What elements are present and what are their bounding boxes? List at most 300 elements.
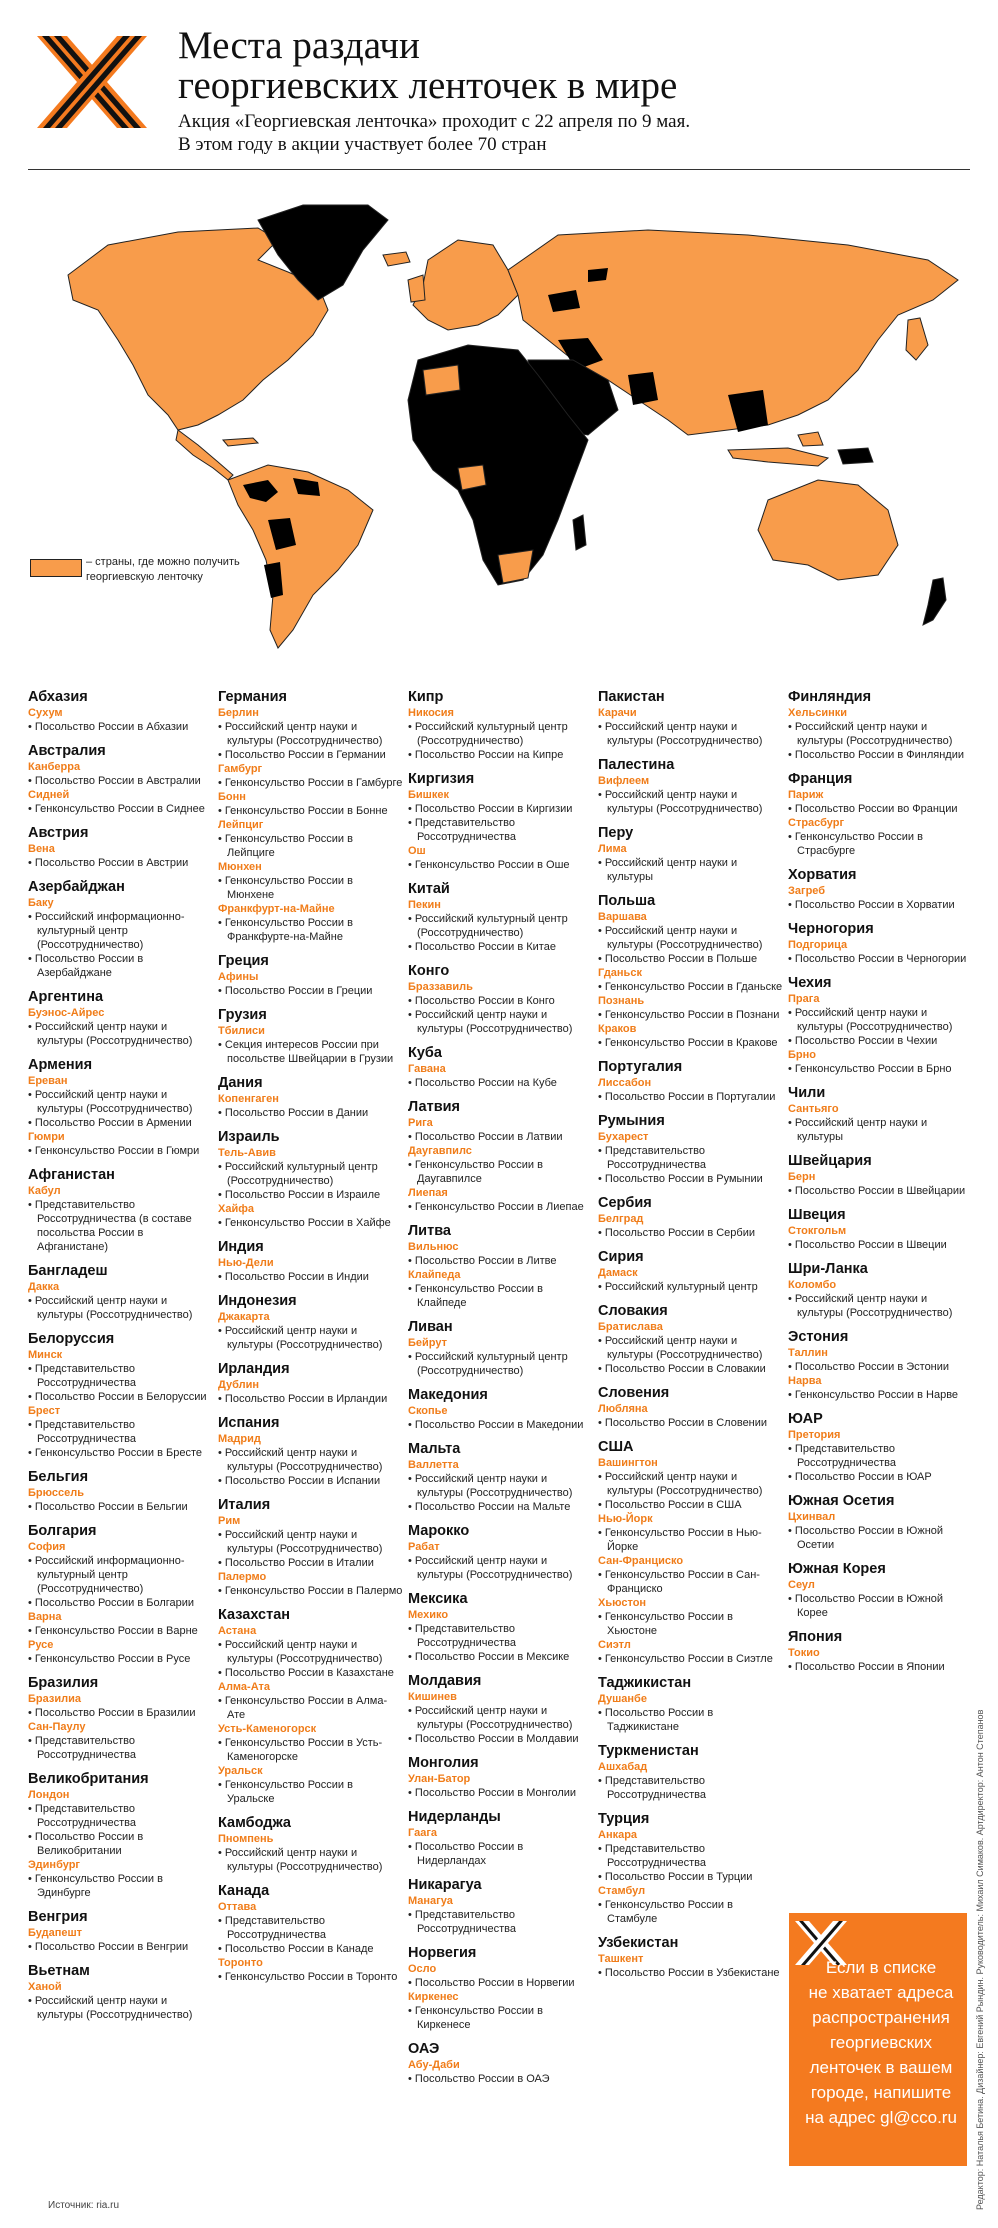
- office-item: • Российский центр науки и культуры (Россотрудничество): [28, 1020, 213, 1048]
- office-item: • Генконсульство России в Бонне: [218, 804, 403, 818]
- office-item: • Представительство Россотрудничества: [28, 1362, 213, 1390]
- office-item: • Посольство России во Франции: [788, 802, 973, 816]
- city-name: Пномпень: [218, 1833, 274, 1845]
- office-item: • Посольство России в Узбекистане: [598, 1966, 783, 1980]
- city-name: Кишинев: [408, 1691, 457, 1703]
- office-item: • Генконсульство России в Мюнхене: [218, 874, 403, 902]
- country-entry: [598, 1438, 783, 1666]
- country-name: Австралия: [28, 743, 106, 759]
- georgian-ribbon-logo-icon: [32, 28, 152, 138]
- map-legend: [30, 555, 330, 595]
- city-name: Валлетта: [408, 1459, 459, 1471]
- office-item: • Посольство России на Мальте: [408, 1500, 593, 1514]
- office-item: • Представительство Россотрудничества (в составе посольства России в Афганистане): [28, 1198, 213, 1254]
- country-name: Азербайджан: [28, 879, 125, 895]
- office-item: • Российский культурный центр (Россотрудничество): [408, 1350, 593, 1378]
- country-name: Италия: [218, 1497, 271, 1513]
- office-item: • Генконсульство России в Сан-Франциско: [598, 1568, 783, 1596]
- country-entry: [218, 688, 403, 944]
- city-name: Афины: [218, 971, 259, 983]
- city-name: Рига: [408, 1117, 433, 1129]
- city-name: Минск: [28, 1349, 63, 1361]
- country-name: Болгария: [28, 1523, 97, 1539]
- city-name: Уральск: [218, 1765, 263, 1777]
- city-name: Улан-Батор: [408, 1773, 471, 1785]
- city-name: Канберра: [28, 761, 81, 773]
- office-item: • Посольство России в Словении: [598, 1416, 783, 1430]
- office-item: • Посольство России в Румынии: [598, 1172, 783, 1186]
- office-item: • Генконсульство России в Палермо: [218, 1584, 403, 1598]
- office-item: • Генконсульство России в Варне: [28, 1624, 213, 1638]
- office-item: • Генконсульство России в Гамбурге: [218, 776, 403, 790]
- country-entry: [788, 1410, 973, 1484]
- new-zealand: [923, 578, 946, 625]
- country-entry: [598, 1194, 783, 1240]
- city-name: Эдинбург: [28, 1859, 80, 1871]
- city-name: Вашингтон: [598, 1457, 658, 1469]
- country-name: Сирия: [598, 1249, 644, 1265]
- office-item: • Посольство России в Таджикистане: [598, 1706, 783, 1734]
- country-name: Турция: [598, 1811, 650, 1827]
- city-name: Ташкент: [598, 1953, 644, 1965]
- country-entry: [218, 1606, 403, 1806]
- city-name: Ханой: [28, 1981, 62, 1993]
- country-name: США: [598, 1439, 634, 1455]
- country-entry: [598, 1302, 783, 1376]
- country-entry: [28, 824, 213, 870]
- country-name: Словения: [598, 1385, 670, 1401]
- country-entry: [408, 1222, 593, 1310]
- country-entry: [408, 688, 593, 762]
- header: [28, 18, 978, 173]
- country-entry: [598, 1058, 783, 1104]
- country-name: Мексика: [408, 1591, 468, 1607]
- city-name: Дублин: [218, 1379, 260, 1391]
- country-name: Никарагуа: [408, 1877, 482, 1893]
- city-name: Торонто: [218, 1957, 263, 1969]
- city-name: Познань: [598, 995, 645, 1007]
- subtitle-line-1: Акция «Георгиевская ленточка» проходит с 22 апреля по 9 мая.: [178, 111, 691, 132]
- country-entry: [408, 1522, 593, 1582]
- country-name: Кипр: [408, 689, 444, 705]
- city-name: Бразилиа: [28, 1693, 81, 1705]
- office-item: • Секция интересов России при посольстве Швейцарии в Грузии: [218, 1038, 403, 1066]
- country-entry: [598, 1742, 783, 1802]
- city-name: Белград: [598, 1213, 644, 1225]
- office-item: • Российский центр науки и культуры (Россотрудничество): [218, 1324, 403, 1352]
- office-item: • Российский центр науки и культуры (Россотрудничество): [788, 1006, 973, 1034]
- city-name: Братислава: [598, 1321, 663, 1333]
- country-name: Индонезия: [218, 1293, 297, 1309]
- country-column: [788, 688, 973, 1682]
- city-name: Варна: [28, 1611, 62, 1623]
- callout-line: городе, напишите: [810, 2083, 952, 2102]
- office-item: • Генконсульство России в Торонто: [218, 1970, 403, 1984]
- office-item: • Посольство России в Южной Осетии: [788, 1524, 973, 1552]
- office-item: • Генконсульство России в Сиднее: [28, 802, 213, 816]
- city-name: Манагуа: [408, 1895, 453, 1907]
- office-item: • Российский центр науки и культуры (Россотрудничество): [408, 1472, 593, 1500]
- country-entry: [598, 1384, 783, 1430]
- country-entry: [218, 1074, 403, 1120]
- office-item: • Посольство России в Литве: [408, 1254, 593, 1268]
- country-name: Македония: [408, 1387, 488, 1403]
- city-name: Токио: [788, 1647, 820, 1659]
- country-name: Румыния: [598, 1113, 665, 1129]
- country-name: Индия: [218, 1239, 264, 1255]
- country-name: Испания: [218, 1415, 280, 1431]
- country-name: Норвегия: [408, 1945, 477, 1961]
- city-name: Париж: [788, 789, 824, 801]
- city-name: Загреб: [788, 885, 826, 897]
- country-entry: [28, 1962, 213, 2022]
- city-name: Киркенес: [408, 1991, 459, 2003]
- country-entry: [28, 878, 213, 980]
- office-item: • Посольство России в Индии: [218, 1270, 403, 1284]
- iceland-uk: [383, 252, 425, 302]
- city-name: Сантьяго: [788, 1103, 839, 1115]
- office-item: • Посольство России в Нидерландах: [408, 1840, 593, 1868]
- country-name: Бангладеш: [28, 1263, 108, 1279]
- city-name: Рим: [218, 1515, 241, 1527]
- office-item: • Генконсульство России в Алма-Ате: [218, 1694, 403, 1722]
- country-column: [408, 688, 593, 2094]
- country-entry: [408, 1876, 593, 1936]
- office-item: • Генконсульство России в Бресте: [28, 1446, 213, 1460]
- city-name: Брно: [788, 1049, 816, 1061]
- office-item: • Посольство России в Великобритании: [28, 1830, 213, 1858]
- callout-line: не хватает адреса: [808, 1983, 954, 2002]
- country-name: Мальта: [408, 1441, 461, 1457]
- city-name: Тель-Авив: [218, 1147, 276, 1159]
- country-column: [28, 688, 213, 2030]
- country-entry: [788, 1628, 973, 1674]
- country-entry: [408, 1440, 593, 1514]
- office-item: • Российский центр науки и культуры (Россотрудничество): [218, 1446, 403, 1474]
- legend-swatch: [30, 559, 82, 577]
- country-name: Армения: [28, 1057, 93, 1073]
- city-name: Лиссабон: [598, 1077, 652, 1089]
- office-item: • Посольство России в Австрии: [28, 856, 213, 870]
- office-item: • Посольство России в Болгарии: [28, 1596, 213, 1610]
- country-name: Франция: [788, 771, 853, 787]
- country-name: Португалия: [598, 1059, 683, 1075]
- credits: Редактор: Наталья Бетина. Дизайнер: Евгений Рындин. Руководитель: Михаил Симаков. Артдиректор: Антон Степанов: [975, 1709, 985, 2210]
- country-entry: [408, 1386, 593, 1432]
- office-item: • Генконсульство России в Хайфе: [218, 1216, 403, 1230]
- country-entry: [408, 1944, 593, 2032]
- city-name: Абу-Даби: [408, 2059, 460, 2071]
- city-name: Будапешт: [28, 1927, 83, 1939]
- city-name: Таллин: [788, 1347, 828, 1359]
- country-column: [598, 688, 783, 1988]
- country-entry: [218, 952, 403, 998]
- header-divider: [28, 169, 970, 170]
- city-name: Вифлеем: [598, 775, 650, 787]
- office-item: • Российский центр науки и культуры (Россотрудничество): [598, 720, 783, 748]
- office-item: • Посольство России в Киргизии: [408, 802, 593, 816]
- country-name: Бразилия: [28, 1675, 99, 1691]
- country-entry: [598, 1674, 783, 1734]
- callout-line: на адрес gl@cco.ru: [805, 2108, 957, 2127]
- country-entry: [218, 1882, 403, 1984]
- city-name: Браззавиль: [408, 981, 473, 993]
- city-name: Сидней: [28, 789, 70, 801]
- country-entry: [28, 1522, 213, 1666]
- callout-line: Если в списке: [825, 1958, 937, 1977]
- country-entry: [28, 1468, 213, 1514]
- country-name: Хорватия: [788, 867, 857, 883]
- office-item: • Посольство России в Германии: [218, 748, 403, 762]
- city-name: Мехико: [408, 1609, 449, 1621]
- central-america: [176, 430, 233, 480]
- country-name: Латвия: [408, 1099, 460, 1115]
- city-name: Хьюстон: [598, 1597, 647, 1609]
- city-name: Кабул: [28, 1185, 61, 1197]
- office-item: • Посольство России в Турции: [598, 1870, 783, 1884]
- office-item: • Генконсульство России в Русе: [28, 1652, 213, 1666]
- city-name: Нью-Йорк: [598, 1513, 653, 1525]
- country-name: Монголия: [408, 1755, 479, 1771]
- country-entry: [28, 1262, 213, 1322]
- office-item: • Посольство России в Японии: [788, 1660, 973, 1674]
- country-name: Словакия: [598, 1303, 668, 1319]
- country-entry: [598, 892, 783, 1050]
- page-subtitle: [178, 110, 978, 156]
- office-item: • Российский центр науки и культуры (Россотрудничество): [598, 1334, 783, 1362]
- city-name: Бишкек: [408, 789, 449, 801]
- country-entry: [788, 1492, 973, 1552]
- office-item: • Генконсульство России в Лейпциге: [218, 832, 403, 860]
- city-name: Стокгольм: [788, 1225, 847, 1237]
- country-entry: [28, 1330, 213, 1460]
- country-entry: [788, 866, 973, 912]
- city-name: Любляна: [598, 1403, 648, 1415]
- country-entry: [218, 1238, 403, 1284]
- office-item: • Генконсульство России в Франкфурте-на-Майне: [218, 916, 403, 944]
- country-entry: [788, 1560, 973, 1620]
- city-name: Сан-Паулу: [28, 1721, 86, 1733]
- country-entry: [28, 1674, 213, 1762]
- office-item: • Российский информационно-культурный центр (Россотрудничество): [28, 1554, 213, 1596]
- city-name: Гавана: [408, 1063, 446, 1075]
- callout-line: распространения: [812, 2008, 950, 2027]
- country-name: Вьетнам: [28, 1963, 90, 1979]
- country-name: Куба: [408, 1045, 442, 1061]
- office-item: • Посольство России в Абхазии: [28, 720, 213, 734]
- country-entry: [218, 1496, 403, 1598]
- city-name: Ашхабад: [598, 1761, 648, 1773]
- office-item: • Посольство России в Китае: [408, 940, 593, 954]
- country-name: Абхазия: [28, 689, 88, 705]
- country-column: [218, 688, 403, 1992]
- office-item: • Генконсульство России в Сиэтле: [598, 1652, 783, 1666]
- office-item: • Генконсульство России в Страсбурге: [788, 830, 973, 858]
- city-name: Бонн: [218, 791, 246, 803]
- missing-address-callout: [789, 1913, 967, 2166]
- office-item: • Представительство Россотрудничества: [788, 1442, 973, 1470]
- country-name: Ливан: [408, 1319, 453, 1335]
- country-name: Южная Осетия: [788, 1493, 895, 1509]
- office-item: • Представительство Россотрудничества: [598, 1842, 783, 1870]
- office-item: • Посольство России в Азербайджане: [28, 952, 213, 980]
- country-name: Бельгия: [28, 1469, 89, 1485]
- country-entry: [218, 1814, 403, 1874]
- country-entry: [408, 1318, 593, 1378]
- city-name: Франкфурт-на-Майне: [218, 903, 335, 915]
- country-name: Пакистан: [598, 689, 665, 705]
- country-name: Узбекистан: [598, 1935, 679, 1951]
- office-item: • Российский культурный центр (Россотрудничество): [218, 1160, 403, 1188]
- office-item: • Представительство Россотрудничества: [28, 1734, 213, 1762]
- office-item: • Посольство России в ЮАР: [788, 1470, 973, 1484]
- office-item: • Российский центр науки и культуры (Россотрудничество): [598, 1470, 783, 1498]
- country-name: Венгрия: [28, 1909, 88, 1925]
- country-entry: [408, 770, 593, 872]
- office-item: • Российский центр науки и культуры (Россотрудничество): [218, 1846, 403, 1874]
- office-item: • Посольство России в Словакии: [598, 1362, 783, 1376]
- office-item: • Генконсульство России в Клайпеде: [408, 1282, 593, 1310]
- country-entry: [788, 1206, 973, 1252]
- city-name: Мюнхен: [218, 861, 262, 873]
- city-name: Никосия: [408, 707, 454, 719]
- city-name: Лейпциг: [218, 819, 264, 831]
- office-item: • Российский культурный центр (Россотрудничество): [408, 720, 593, 748]
- office-item: • Представительство Россотрудничества: [408, 1908, 593, 1936]
- office-item: • Посольство России в Эстонии: [788, 1360, 973, 1374]
- country-entry: [28, 988, 213, 1048]
- office-item: • Генконсульство России в Гданьске: [598, 980, 783, 994]
- city-name: Лима: [598, 843, 627, 855]
- office-item: • Генконсульство России в Лиепае: [408, 1200, 593, 1214]
- city-name: Оттава: [218, 1901, 257, 1913]
- office-item: • Посольство России в Чехии: [788, 1034, 973, 1048]
- country-name: Швеция: [788, 1207, 846, 1223]
- country-name: Литва: [408, 1223, 451, 1239]
- country-entry: [28, 688, 213, 734]
- city-name: Сухум: [28, 707, 63, 719]
- city-name: Лиепая: [408, 1187, 448, 1199]
- city-name: Бухарест: [598, 1131, 649, 1143]
- city-name: Стамбул: [598, 1885, 646, 1897]
- city-name: Берн: [788, 1171, 816, 1183]
- city-name: София: [28, 1541, 66, 1553]
- city-name: Пекин: [408, 899, 441, 911]
- country-entry: [408, 1044, 593, 1090]
- country-entry: [408, 1590, 593, 1664]
- city-name: Лондон: [28, 1789, 70, 1801]
- city-name: Джакарта: [218, 1311, 270, 1323]
- country-name: Греция: [218, 953, 269, 969]
- city-name: Гаага: [408, 1827, 438, 1839]
- country-entry: [598, 824, 783, 884]
- office-item: • Российский центр науки и культуры (Россотрудничество): [28, 1088, 213, 1116]
- country-name: Япония: [788, 1629, 843, 1645]
- callout-line: георгиевских: [829, 2033, 933, 2052]
- country-name: ОАЭ: [408, 2041, 440, 2057]
- country-name: Палестина: [598, 757, 675, 773]
- office-item: • Российский центр науки и культуры (Россотрудничество): [28, 1994, 213, 2022]
- office-item: • Представительство Россотрудничества: [598, 1144, 783, 1172]
- office-item: • Посольство России в Италии: [218, 1556, 403, 1570]
- office-item: • Посольство России в Швейцарии: [788, 1184, 973, 1198]
- australia: [758, 480, 898, 580]
- country-entry: [28, 1056, 213, 1158]
- country-name: Грузия: [218, 1007, 267, 1023]
- city-name: Алма-Ата: [218, 1681, 271, 1693]
- office-item: • Представительство Россотрудничества: [28, 1418, 213, 1446]
- office-item: • Генконсульство России в Брно: [788, 1062, 973, 1076]
- country-entry: [28, 1908, 213, 1954]
- country-name: Австрия: [28, 825, 89, 841]
- city-name: Хайфа: [218, 1203, 254, 1215]
- city-name: Цхинвал: [788, 1511, 836, 1523]
- office-item: • Российский центр науки и культуры (Россотрудничество): [598, 924, 783, 952]
- country-entry: [218, 1360, 403, 1406]
- city-name: Скопье: [408, 1405, 448, 1417]
- country-entry: [788, 688, 973, 762]
- country-name: Нидерланды: [408, 1809, 501, 1825]
- office-item: • Представительство Россотрудничества: [408, 816, 593, 844]
- office-item: • Генконсульство России в Познани: [598, 1008, 783, 1022]
- office-item: • Российский центр науки и культуры: [598, 856, 783, 884]
- city-name: Бейрут: [408, 1337, 447, 1349]
- country-name: ЮАР: [788, 1411, 823, 1427]
- office-item: • Посольство России в США: [598, 1498, 783, 1512]
- city-name: Астана: [218, 1625, 257, 1637]
- country-entry: [788, 770, 973, 858]
- title-line-2: георгиевских ленточек в мире: [178, 64, 678, 107]
- office-item: • Российский центр науки и культуры (Россотрудничество): [218, 1528, 403, 1556]
- country-name: Польша: [598, 893, 656, 909]
- indonesia: [728, 432, 828, 466]
- city-name: Палермо: [218, 1571, 267, 1583]
- office-item: • Посольство России в Израиле: [218, 1188, 403, 1202]
- office-item: • Российский центр науки и культуры (Россотрудничество): [408, 1008, 593, 1036]
- office-item: • Посольство России в Греции: [218, 984, 403, 998]
- country-entry: [408, 1098, 593, 1214]
- country-name: Дания: [218, 1075, 263, 1091]
- city-name: Берлин: [218, 707, 259, 719]
- city-name: Сиэтл: [598, 1639, 631, 1651]
- country-entry: [28, 1166, 213, 1254]
- office-item: • Посольство России в Белоруссии: [28, 1390, 213, 1404]
- office-item: • Посольство России в Испании: [218, 1474, 403, 1488]
- city-name: Претория: [788, 1429, 841, 1441]
- country-name: Туркменистан: [598, 1743, 699, 1759]
- city-name: Гамбург: [218, 763, 263, 775]
- country-entry: [598, 1248, 783, 1294]
- office-item: • Российский центр науки и культуры (Россотрудничество): [218, 720, 403, 748]
- office-item: • Представительство Россотрудничества: [598, 1774, 783, 1802]
- city-name: Буэнос-Айрес: [28, 1007, 105, 1019]
- country-name: Шри-Ланка: [788, 1261, 868, 1277]
- city-name: Гданьск: [598, 967, 642, 979]
- country-entry: [598, 1112, 783, 1186]
- source: Источник: ria.ru: [48, 2200, 120, 2211]
- country-entry: [598, 1934, 783, 1980]
- city-name: Осло: [408, 1963, 437, 1975]
- office-item: • Представительство Россотрудничества: [28, 1802, 213, 1830]
- title-line-1: Места раздачи: [178, 24, 420, 67]
- office-item: • Посольство России на Кипре: [408, 748, 593, 762]
- office-item: • Генконсульство России в Усть-Каменогорске: [218, 1736, 403, 1764]
- country-name: Камбоджа: [218, 1815, 291, 1831]
- country-entry: [788, 974, 973, 1076]
- city-name: Прага: [788, 993, 820, 1005]
- country-entry: [408, 1672, 593, 1746]
- subtitle-line-2: В этом году в акции участвует более 70 стран: [178, 134, 547, 155]
